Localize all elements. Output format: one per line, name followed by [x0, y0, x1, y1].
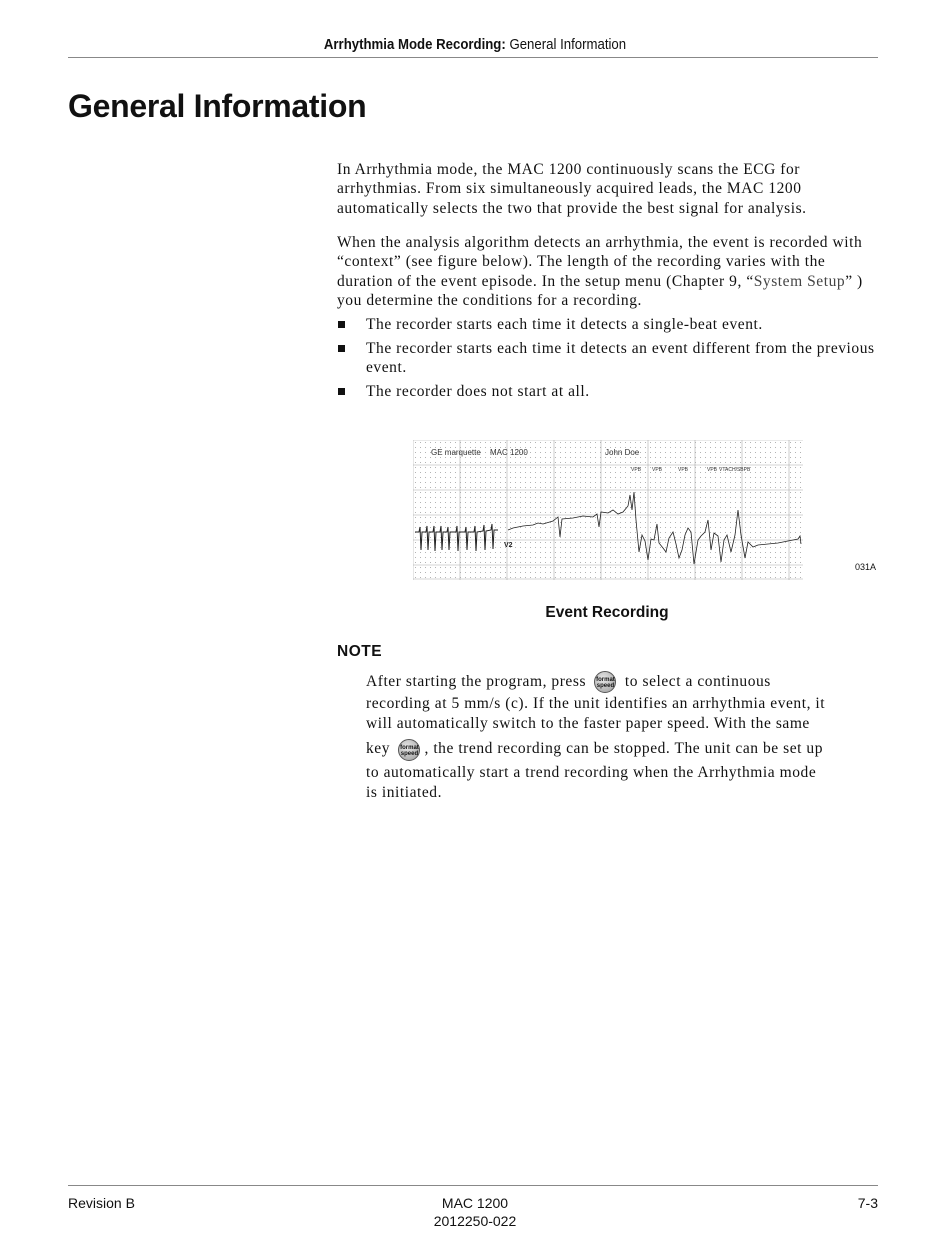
conditions-list — [337, 315, 877, 402]
note-text: , the trend recording can be stopped. The unit can be set up — [424, 740, 824, 758]
note-line: recording at 5 mm/s (c). If the unit identifies an arrhythmia event, it — [366, 695, 826, 713]
footer-doc-number: 2012250-022 — [433, 1213, 517, 1229]
footer-rule — [68, 1185, 878, 1186]
bullet-square-icon — [338, 345, 345, 352]
page-title: General Information — [68, 88, 367, 124]
figure-id: 031A — [855, 562, 877, 572]
note-heading: NOTE — [337, 643, 383, 660]
paragraph-2-text: When the analysis algorithm detects an arrhythmia, the event is recorded with “context” (see figure below). The length of the recording varies with the duration of the event episode. In the setup menu (Chapter 9, “ — [337, 233, 863, 290]
list-item — [337, 382, 877, 401]
ecg-grid — [413, 440, 803, 580]
footer-model: MAC 1200 — [441, 1195, 509, 1211]
paragraph-2-end: ” ) you determine the conditions for a recording. — [337, 272, 863, 309]
header-rule — [68, 57, 878, 58]
paragraph-1: In Arrhythmia mode, the MAC 1200 continuously scans the ECG for arrhythmias. From six simultaneously acquired leads, the MAC 1200 automatically selects the two that provide the best signal for analysis. — [337, 161, 807, 217]
header-section-rest: General Information — [505, 36, 627, 53]
system-setup-link[interactable]: System Setup — [753, 272, 846, 290]
note-body — [366, 670, 878, 802]
list-item-text: The recorder starts each time it detects an event different from the previous event. — [366, 339, 875, 377]
bullet-square-icon — [338, 388, 345, 395]
body-text — [337, 160, 877, 406]
note-line: is initiated. — [366, 783, 443, 801]
running-header — [57, 36, 893, 53]
strip-label-brand: GE marquette — [431, 448, 481, 457]
footer-page-number: 7-3 — [857, 1195, 878, 1211]
list-item-text: The recorder does not start at all. — [366, 383, 590, 401]
note-line: to automatically start a trend recording when the Arrhythmia mode — [366, 764, 817, 782]
format-speed-key-icon — [398, 739, 420, 761]
lead-marker: V2 — [504, 542, 513, 549]
list-item — [337, 315, 877, 334]
event-marker: VPB — [707, 467, 718, 473]
key-label-top: format — [400, 744, 419, 751]
figure-caption: Event Recording — [545, 604, 669, 621]
key-label-bottom: speed — [400, 750, 419, 757]
ecg-event-strip-figure — [413, 440, 803, 580]
footer-revision: Revision B — [68, 1195, 135, 1211]
note-text: key — [366, 740, 391, 758]
strip-label-patient: John Doe — [605, 448, 640, 457]
bullet-square-icon — [338, 321, 345, 328]
note-line: will automatically switch to the faster paper speed. With the same — [366, 714, 810, 732]
header-section-bold: Arrhythmia Mode Recording: — [323, 36, 506, 53]
event-marker: VPB — [631, 467, 642, 473]
format-speed-key-icon — [594, 671, 616, 693]
strip-label-model: MAC 1200 — [490, 448, 528, 457]
note-line — [366, 736, 878, 761]
list-item-text: The recorder starts each time it detects a single-beat event. — [366, 315, 763, 333]
event-marker: VPB — [652, 467, 663, 473]
key-label-bottom: speed — [596, 683, 615, 690]
paragraph-2 — [337, 233, 877, 311]
note-text: to select a continuous — [624, 673, 771, 690]
note-text: After starting the program, press — [366, 673, 587, 690]
key-label-top: format — [596, 677, 615, 684]
list-item — [337, 339, 877, 378]
note-line — [366, 670, 878, 693]
event-marker: VTACH/SBPB — [719, 467, 751, 473]
event-marker: VPB — [678, 467, 689, 473]
